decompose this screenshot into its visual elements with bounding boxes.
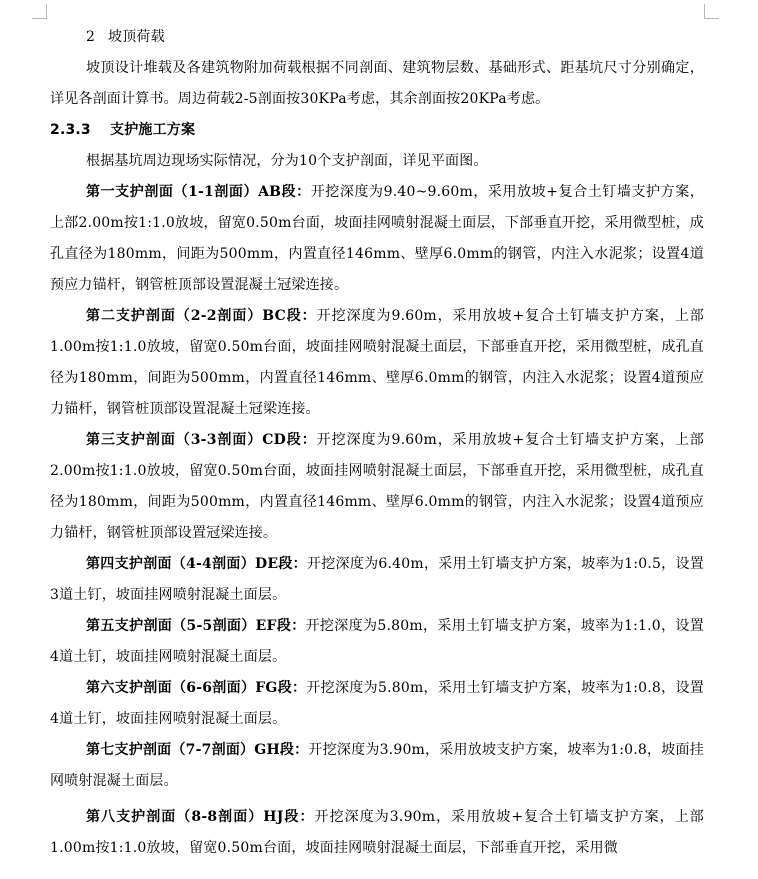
paragraph-intro: 根据基坑周边现场实际情况，分为10个支护剖面，详见平面图。 <box>86 153 488 169</box>
heading-title: 坡顶荷载 <box>108 29 165 45</box>
paragraph-slope-load: 坡顶设计堆载及各建筑物附加荷载根据不同剖面、建筑物层数、基础形式、距基坑尺寸分别确定，详见各剖面计算书。周边荷载2-5剖面按30KPa考虑，其余剖面按20KPa考虑。 <box>50 60 704 107</box>
support-section-paragraph <box>50 177 704 301</box>
heading-number: 2 <box>86 29 96 45</box>
heading-support-plan <box>50 115 704 146</box>
support-section-body: 开挖深度为3.90m，采用放坡支护方案，坡率为1:0.8，坡面挂网喷射混凝土面层。 <box>50 742 704 789</box>
support-section-title: 第五支护剖面（5-5剖面）EF段： <box>86 618 306 634</box>
support-section-paragraph <box>50 549 704 611</box>
support-section-title: 第八支护剖面（8-8剖面）HJ段： <box>86 809 315 825</box>
support-section-paragraph <box>50 425 704 549</box>
support-section-body: 开挖深度为9.60m，采用放坡+复合土钉墙支护方案，上部1.00m按1:1.0放坡，留宽0.50m台面，坡面挂网喷射混凝土面层，下部垂直开挖，采用微型桩，成孔直径为180mm，间距为500mm，内置直径146mm、壁厚6.0mm的钢管，内注入水泥浆；设置4道预应力锚杆，钢管桩顶部设置混凝土冠梁连接。 <box>50 308 704 417</box>
support-section-paragraph <box>50 611 704 673</box>
support-section-title: 第三支护剖面（3-3剖面）CD段： <box>86 432 317 448</box>
support-section-title: 第四支护剖面（4-4剖面）DE段： <box>86 556 307 572</box>
support-section-paragraph <box>50 735 704 797</box>
support-section-paragraph <box>50 802 704 864</box>
page-corner-mark-left <box>32 4 47 19</box>
page-corner-mark-right <box>704 4 719 19</box>
support-section-body: 开挖深度为5.80m，采用土钉墙支护方案，坡率为1:0.8，设置4道土钉，坡面挂网喷射混凝土面层。 <box>50 680 704 727</box>
heading-number: 2.3.3 <box>50 122 91 138</box>
support-section-paragraph <box>50 673 704 735</box>
support-section-title: 第二支护剖面（2-2剖面）BC段： <box>86 308 317 324</box>
support-section-body: 开挖深度为5.80m，采用土钉墙支护方案，坡率为1:1.0，设置4道土钉，坡面挂网喷射混凝土面层。 <box>50 618 704 665</box>
heading-title: 支护施工方案 <box>110 122 196 138</box>
support-section-paragraph <box>50 301 704 425</box>
support-section-title: 第七支护剖面（7-7剖面）GH段： <box>86 742 309 758</box>
support-section-body: 开挖深度为3.90m，采用放坡+复合土钉墙支护方案，上部1.00m按1:1.0放坡，留宽0.50m台面，坡面挂网喷射混凝土面层，下部垂直开挖，采用微 <box>50 809 704 856</box>
support-sections <box>50 177 704 864</box>
document-body <box>50 22 704 864</box>
support-section-title: 第一支护剖面（1-1剖面）AB段： <box>86 184 311 200</box>
support-section-body: 开挖深度为9.40~9.60m，采用放坡+复合土钉墙支护方案，上部2.00m按1:1.0放坡，留宽0.50m台面，坡面挂网喷射混凝土面层，下部垂直开挖，采用微型桩，成孔直径为180mm，间距为500mm，内置直径146mm、壁厚6.0mm的钢管，内注入水泥浆；设置4道预应力锚杆，钢管桩顶部设置混凝土冠梁连接。 <box>50 184 704 293</box>
heading-slope-load <box>50 22 704 53</box>
support-section-body: 开挖深度为9.60m，采用放坡+复合土钉墙支护方案，上部2.00m按1:1.0放坡，留宽0.50m台面，坡面挂网喷射混凝土面层，下部垂直开挖，采用微型桩，成孔直径为180mm，间距为500mm，内置直径146mm、壁厚6.0mm的钢管，内注入水泥浆；设置4道预应力锚杆，钢管桩顶部设置冠梁连接。 <box>50 432 704 541</box>
support-section-title: 第六支护剖面（6-6剖面）FG段： <box>86 680 307 696</box>
support-section-body: 开挖深度为6.40m，采用土钉墙支护方案，坡率为1:0.5，设置3道土钉，坡面挂网喷射混凝土面层。 <box>50 556 704 603</box>
